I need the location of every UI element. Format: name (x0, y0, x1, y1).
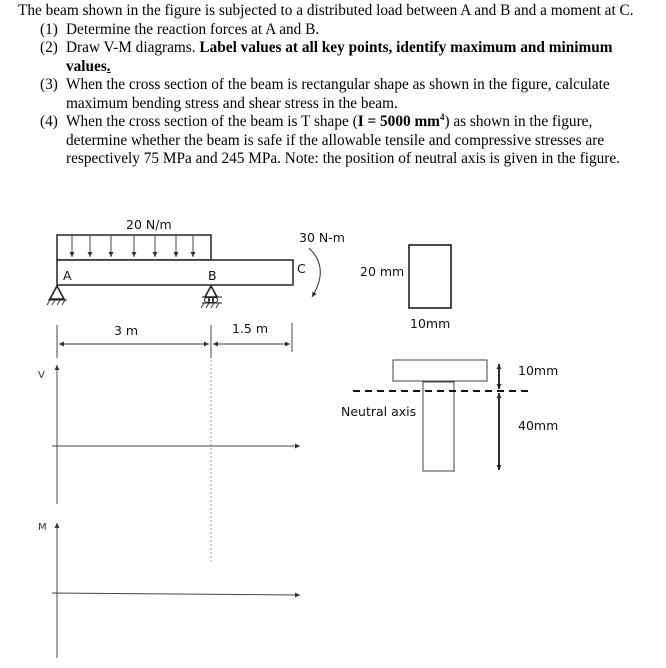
question-number: (2) (40, 39, 58, 56)
rectangular-cross-section (360, 245, 451, 331)
exponent: 4 (439, 111, 445, 122)
m-axis-label: M (38, 522, 47, 533)
pin-support-icon (47, 286, 67, 305)
question-emphasis-tail: . (106, 57, 111, 75)
rect-width-label: 10mm (410, 316, 451, 331)
question-text: When the cross section of the beam is rectangular shape as shown in the figure, calculate maximum bending stress and shear stress in the beam. (66, 76, 610, 112)
question-text: Draw V-M diagrams. (66, 39, 200, 56)
question-text: Determine the reaction forces at A and B. (66, 20, 320, 38)
question-text: When the cross section of the beam is T shape ( (66, 113, 358, 130)
roller-support-icon (201, 286, 222, 308)
shear-diagram (38, 365, 300, 504)
t-bottom-dim-label: 40mm (518, 418, 559, 433)
problem-intro: The beam shown in the figure is subjected to a distributed load between A and B and a moment at C. (18, 2, 634, 19)
t-top-dim-label: 10mm (518, 363, 559, 378)
moment-diagram (38, 522, 300, 658)
distributed-load-label: 20 N/m (126, 217, 172, 232)
question-number: (3) (40, 76, 58, 93)
question-number: (1) (40, 20, 58, 38)
rect-height-label: 20 mm (360, 264, 405, 279)
neutral-axis-label: Neutral axis (341, 404, 417, 419)
moment-label: 30 N-m (299, 230, 345, 245)
moment-of-inertia: I = 5000 mm (357, 113, 440, 130)
load-arrows-icon (72, 236, 193, 257)
t-cross-section (341, 360, 558, 471)
moment-arrow-icon (299, 230, 345, 297)
beam (57, 260, 306, 285)
question-text-cont: ) as shown in the figure, determine whether the beam is safe if the allowable tensile and compressive stresses are respectively 75 MPa and 245 MPa. Note: the position of neutral axis is given in the figure. (66, 113, 620, 167)
question-emphasis: Label values at all key points, identify maximum and minimum values (66, 39, 613, 75)
span-ab-label: 3 m (114, 323, 139, 338)
point-b-label: B (208, 268, 217, 283)
point-a-label: A (63, 268, 72, 283)
span-bc-label: 1.5 m (232, 321, 269, 336)
v-axis-label: V (38, 370, 45, 381)
question-number: (4) (40, 113, 58, 130)
point-c-label: C (297, 261, 306, 276)
distributed-load (57, 217, 211, 260)
